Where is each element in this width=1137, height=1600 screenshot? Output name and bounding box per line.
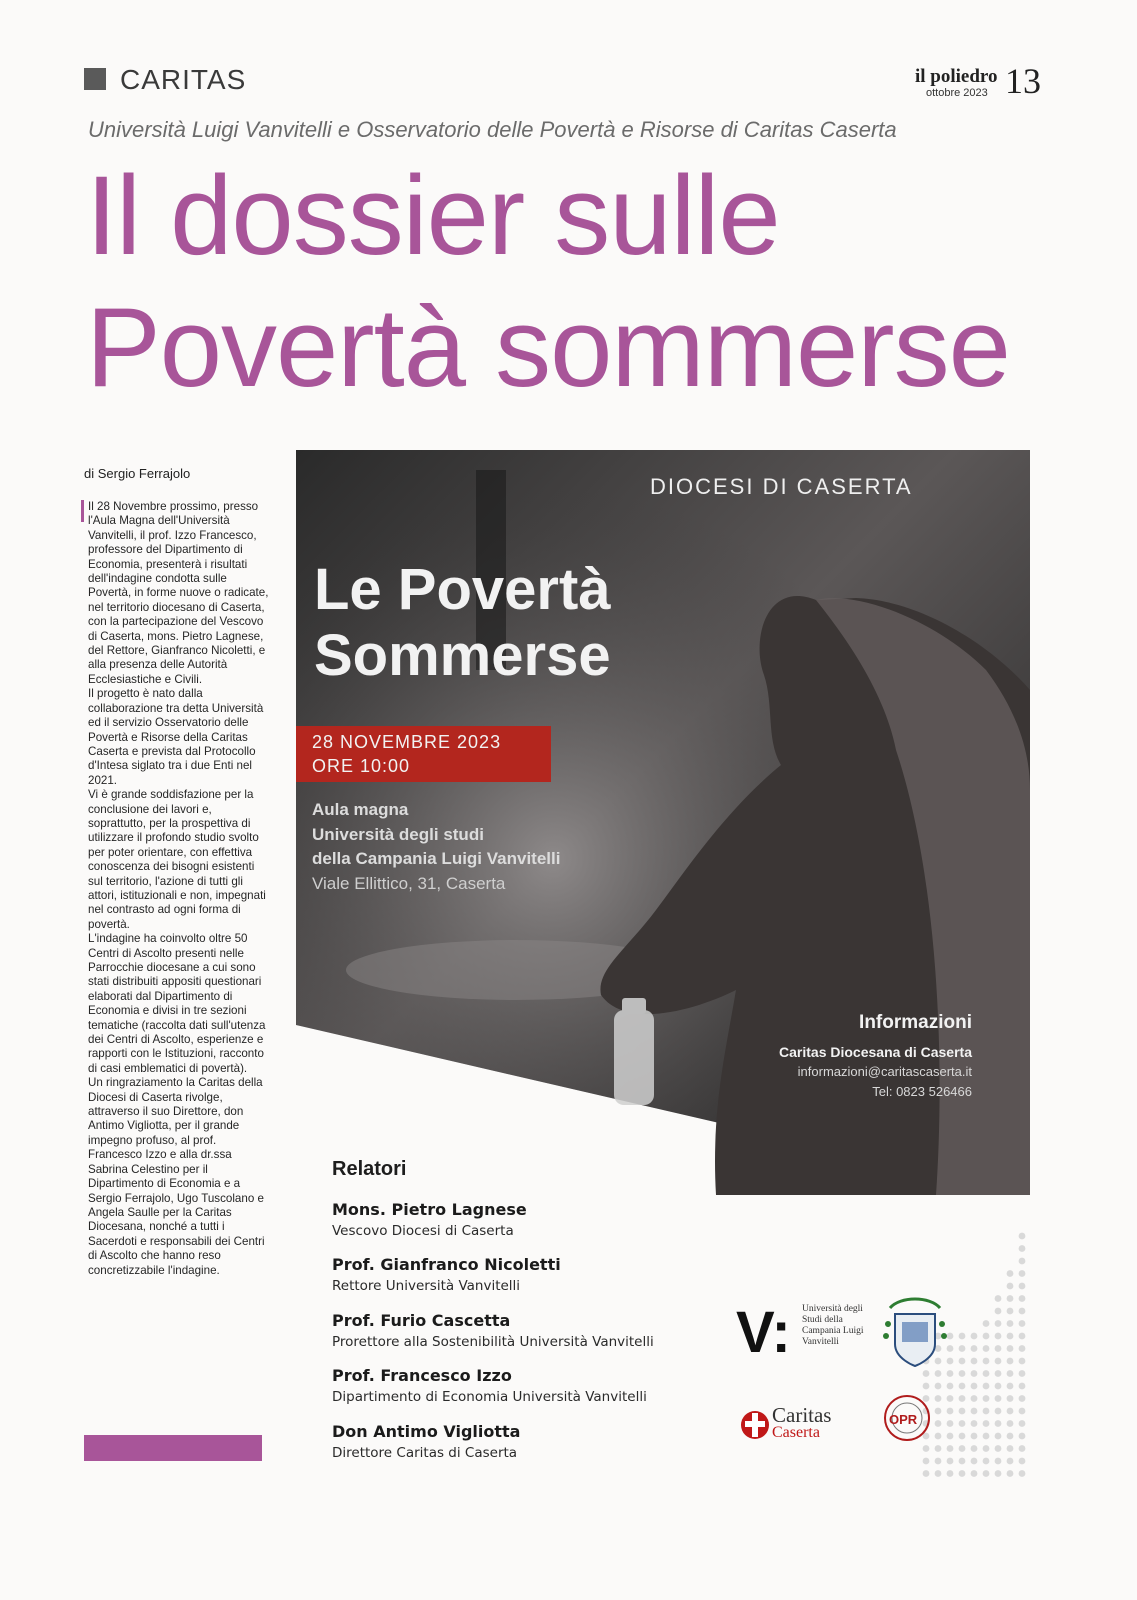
decorative-dot xyxy=(959,1370,966,1377)
decorative-dot xyxy=(1019,1383,1026,1390)
decorative-dot xyxy=(995,1458,1002,1465)
decorative-dot xyxy=(1007,1395,1014,1402)
speaker-role: Rettore Università Vanvitelli xyxy=(332,1278,521,1294)
decorative-dot xyxy=(923,1458,930,1465)
decorative-dot xyxy=(1019,1395,1026,1402)
decorative-dot xyxy=(1019,1345,1026,1352)
article-title-line-1: Il dossier sulle xyxy=(86,153,780,278)
decorative-dot xyxy=(1019,1320,1026,1327)
decorative-dot xyxy=(947,1433,954,1440)
decorative-dot xyxy=(1019,1420,1026,1427)
decorative-dot xyxy=(959,1408,966,1415)
decorative-dot xyxy=(935,1420,942,1427)
bishop-crest-icon xyxy=(880,1294,950,1374)
event-poster xyxy=(296,450,1030,1195)
decorative-dot xyxy=(971,1383,978,1390)
decorative-dot xyxy=(971,1333,978,1340)
decorative-dot xyxy=(971,1370,978,1377)
decorative-dot xyxy=(935,1470,942,1477)
decorative-dot xyxy=(983,1470,990,1477)
decorative-dot xyxy=(971,1445,978,1452)
decorative-dot xyxy=(971,1433,978,1440)
decorative-dot xyxy=(1019,1295,1026,1302)
decorative-dot xyxy=(959,1333,966,1340)
decorative-dot xyxy=(983,1370,990,1377)
decorative-dot xyxy=(983,1458,990,1465)
decorative-dot xyxy=(923,1470,930,1477)
decorative-dot xyxy=(971,1358,978,1365)
decorative-dot xyxy=(995,1408,1002,1415)
event-time: ORE 10:00 xyxy=(312,756,411,776)
decorative-dot xyxy=(1007,1345,1014,1352)
decorative-dot xyxy=(947,1458,954,1465)
decorative-dot xyxy=(983,1358,990,1365)
decorative-dot xyxy=(971,1470,978,1477)
decorative-dot xyxy=(959,1420,966,1427)
venue-line: Università degli studi xyxy=(312,825,484,844)
decorative-dot xyxy=(983,1395,990,1402)
decorative-dot xyxy=(1007,1295,1014,1302)
speaker-role: Vescovo Diocesi di Caserta xyxy=(332,1223,514,1239)
venue-line: della Campania Luigi Vanvitelli xyxy=(312,849,561,868)
decorative-dot xyxy=(983,1345,990,1352)
decorative-dot xyxy=(1019,1270,1026,1277)
decorative-dot xyxy=(983,1408,990,1415)
decorative-dot xyxy=(1007,1308,1014,1315)
decorative-dot xyxy=(947,1383,954,1390)
decorative-dot xyxy=(959,1458,966,1465)
info-title: Informazioni xyxy=(859,1012,972,1033)
decorative-dot xyxy=(983,1420,990,1427)
decorative-dot xyxy=(947,1445,954,1452)
decorative-dot xyxy=(995,1333,1002,1340)
decorative-dot xyxy=(995,1358,1002,1365)
university-logo-mark: V: xyxy=(736,1300,791,1365)
speaker-name: Don Antimo Vigliotta xyxy=(332,1422,521,1441)
decorative-dot xyxy=(971,1420,978,1427)
decorative-dot xyxy=(959,1358,966,1365)
decorative-dot xyxy=(983,1320,990,1327)
poster-diocese: DIOCESI DI CASERTA xyxy=(650,474,913,499)
decorative-dot xyxy=(1019,1233,1026,1240)
decorative-dot xyxy=(1019,1433,1026,1440)
article-body xyxy=(88,500,270,1278)
decorative-dot xyxy=(971,1345,978,1352)
decorative-dot xyxy=(1007,1383,1014,1390)
body-paragraph: L'indagine ha coinvolto oltre 50 Centri di Ascolto presenti nelle Parrocchie diocesane a cui sono stati distribuiti appositi questionari elaborati dal Dipartimento di Economia e divisi in tre sezioni tematiche (raccolta dati sull'utenza dei Centri di Ascolto, esperienze e rapporti con le Istituzioni, racconto di casi emblematici di povertà). xyxy=(88,932,266,1075)
decorative-dot xyxy=(1007,1420,1014,1427)
decorative-dot xyxy=(947,1395,954,1402)
decorative-dot xyxy=(1019,1333,1026,1340)
decorative-dot xyxy=(971,1408,978,1415)
speaker-name: Mons. Pietro Lagnese xyxy=(332,1200,527,1219)
section-marker xyxy=(84,68,106,90)
decorative-dot xyxy=(1019,1258,1026,1265)
decorative-dot xyxy=(935,1433,942,1440)
decorative-dot xyxy=(1019,1458,1026,1465)
byline: di Sergio Ferrajolo xyxy=(84,466,191,481)
info-email: informazioni@caritascaserta.it xyxy=(797,1064,972,1079)
caritas-logo-name: Caritas xyxy=(772,1403,832,1427)
body-paragraph: Vi è grande soddisfazione per la conclusione dei lavori e, soprattutto, per la prospettiva di utilizzare il profondo studio svolto per poter orientare, con effettiva conoscenza dei bisogni esistenti sul territorio, l'azione di tutti gli attori, istituzionali e non, impegnati nel contrasto ad ogni forma di povertà. xyxy=(88,788,266,931)
article-kicker: Università Luigi Vanvitelli e Osservatorio delle Povertà e Risorse di Caritas Caserta xyxy=(88,117,897,142)
speaker-name: Prof. Furio Cascetta xyxy=(332,1311,511,1330)
decorative-dot xyxy=(947,1408,954,1415)
caritas-cross-icon xyxy=(740,1408,770,1442)
issue-date: ottobre 2023 xyxy=(926,87,988,99)
decorative-dot xyxy=(923,1383,930,1390)
decorative-dot xyxy=(935,1383,942,1390)
decorative-dot xyxy=(1007,1270,1014,1277)
decorative-dot xyxy=(1007,1333,1014,1340)
decorative-dot xyxy=(995,1445,1002,1452)
decorative-dot xyxy=(1007,1283,1014,1290)
decorative-dot xyxy=(1007,1445,1014,1452)
decorative-dot xyxy=(971,1395,978,1402)
body-paragraph: Un ringraziamento la Caritas della Diocesi di Caserta rivolge, attraverso il suo Direttore, don Antimo Vigliotta, per il grande impegno profuso, al prof. Francesco Izzo e alla dr.ssa Sabrina Celestino per il Dipartimento di Economia e a Sergio Ferrajolo, Ugo Tuscolano e Angela Saulle per la Caritas Diocesana, nonché a tutti i Sacerdoti e responsabili dei Centri di Ascolto che hanno reso concretizzabile l'indagine. xyxy=(88,1076,265,1277)
decorative-dot xyxy=(995,1295,1002,1302)
body-paragraph: Il progetto è nato dalla collaborazione tra detta Università ed il servizio Osservatorio delle Povertà e Risorse della Caritas Caserta e prevista dal Protocollo d'Intesa siglato tra i due Enti nel 2021. xyxy=(88,687,264,787)
speakers-title: Relatori xyxy=(332,1158,407,1180)
decorative-dot xyxy=(1019,1245,1026,1252)
decorative-dot xyxy=(995,1320,1002,1327)
decorative-dot xyxy=(995,1308,1002,1315)
decorative-dot xyxy=(995,1433,1002,1440)
decorative-dot xyxy=(1007,1458,1014,1465)
poster-title-line-1: Le Povertà xyxy=(314,557,611,622)
decorative-dot xyxy=(995,1395,1002,1402)
info-organization: Caritas Diocesana di Caserta xyxy=(779,1044,972,1060)
decorative-dot xyxy=(1019,1470,1026,1477)
decorative-dot xyxy=(1019,1283,1026,1290)
caritas-logo-city: Caserta xyxy=(772,1424,820,1441)
decorative-dot xyxy=(1007,1408,1014,1415)
decorative-dot xyxy=(1019,1445,1026,1452)
decorative-dot xyxy=(1007,1470,1014,1477)
event-date: 28 NOVEMBRE 2023 xyxy=(312,732,502,752)
decorative-dot xyxy=(1019,1308,1026,1315)
university-logo-name: Università degli Studi della Campania Luigi Vanvitelli xyxy=(802,1304,864,1347)
decorative-dot xyxy=(995,1345,1002,1352)
section-label: CARITAS xyxy=(120,64,247,95)
venue-line: Aula magna xyxy=(312,800,409,819)
speaker-name: Prof. Gianfranco Nicoletti xyxy=(332,1255,561,1274)
decorative-dot xyxy=(1019,1358,1026,1365)
decorative-dot xyxy=(1007,1358,1014,1365)
decorative-dot xyxy=(959,1445,966,1452)
decorative-dot xyxy=(995,1370,1002,1377)
column-rule xyxy=(81,500,84,522)
speaker-role: Direttore Caritas di Caserta xyxy=(332,1445,518,1461)
decorative-dot xyxy=(995,1383,1002,1390)
decorative-dot xyxy=(1007,1433,1014,1440)
decorative-dot xyxy=(1007,1370,1014,1377)
bottom-accent-bar xyxy=(84,1435,262,1461)
opr-logo-text: OPR xyxy=(889,1412,918,1427)
decorative-dot xyxy=(935,1408,942,1415)
speaker-role: Dipartimento di Economia Università Vanvitelli xyxy=(332,1389,647,1405)
decorative-dot xyxy=(995,1470,1002,1477)
page-number: 13 xyxy=(1005,61,1041,101)
decorative-dot xyxy=(935,1445,942,1452)
decorative-dot xyxy=(959,1395,966,1402)
decorative-dot xyxy=(959,1345,966,1352)
info-phone: Tel: 0823 526466 xyxy=(872,1084,972,1099)
decorative-dot xyxy=(947,1420,954,1427)
decorative-dot xyxy=(1019,1370,1026,1377)
venue-address: Viale Ellittico, 31, Caserta xyxy=(312,874,506,893)
decorative-dot xyxy=(935,1395,942,1402)
article-title-line-2: Povertà sommerse xyxy=(86,285,1010,410)
decorative-dot xyxy=(923,1445,930,1452)
decorative-dot xyxy=(959,1470,966,1477)
decorative-dot xyxy=(995,1420,1002,1427)
decorative-dot xyxy=(935,1458,942,1465)
decorative-dot xyxy=(983,1433,990,1440)
decorative-dot xyxy=(983,1333,990,1340)
speaker-role: Prorettore alla Sostenibilità Università Vanvitelli xyxy=(332,1334,654,1350)
decorative-dot xyxy=(1007,1320,1014,1327)
decorative-dot xyxy=(971,1458,978,1465)
body-paragraph: Il 28 Novembre prossimo, presso l'Aula Magna dell'Università Vanvitelli, il prof. Izzo Francesco, professore del Dipartimento di Economia, presenterà i risultati dell'indagine condotta sulle Povertà, in forme nuove o radicate, nel territorio diocesano di Caserta, con la partecipazione del Vescovo di Caserta, mons. Pietro Lagnese, del Rettore, Gianfranco Nicoletti, e alla presenza delle Autorità Ecclesiastiche e Civili. xyxy=(88,500,269,686)
speaker-name: Prof. Francesco Izzo xyxy=(332,1366,512,1385)
decorative-dot xyxy=(959,1433,966,1440)
magazine-brand: il poliedro xyxy=(915,66,998,87)
decorative-dot xyxy=(1019,1408,1026,1415)
decorative-dot xyxy=(983,1383,990,1390)
decorative-dot xyxy=(947,1470,954,1477)
decorative-dot xyxy=(983,1445,990,1452)
poster-title-line-2: Sommerse xyxy=(314,623,611,688)
decorative-dot xyxy=(959,1383,966,1390)
